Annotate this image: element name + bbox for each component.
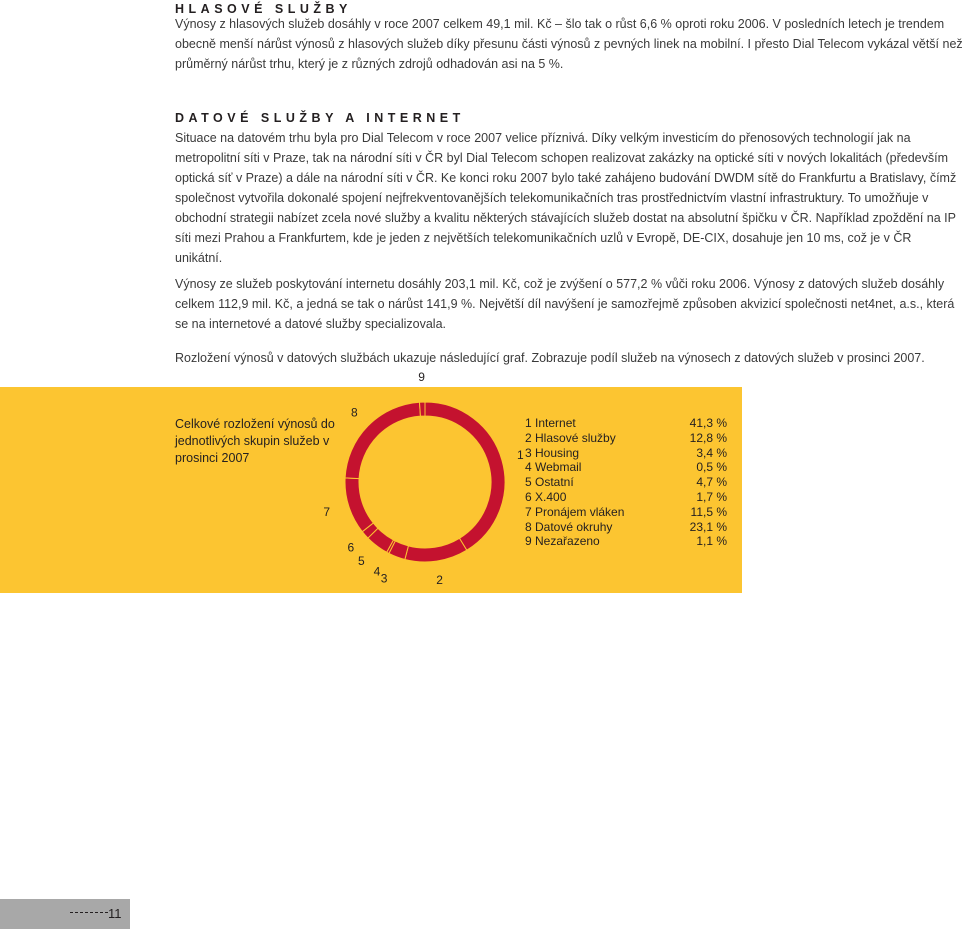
page-footer — [0, 899, 130, 929]
legend-item — [525, 490, 727, 505]
revenue-chart-panel — [0, 370, 742, 593]
legend-value: 12,8 % — [689, 430, 727, 445]
legend-item — [525, 416, 727, 431]
legend-value: 1,1 % — [696, 534, 727, 549]
page-number: 11 — [108, 906, 122, 921]
slice-label-1: 1 — [516, 448, 524, 463]
legend-value: 11,5 % — [690, 504, 727, 519]
data-text-3: Rozložení výnosů v datových službách ukazuje následující graf. Zobrazuje podíl služeb na výnosech z datových služeb v prosinci 2007. — [175, 351, 925, 365]
section-title-data: DATOVÉ SLUŽBY A INTERNET — [175, 111, 465, 125]
chart-title: Celkové rozložení výnosů do jednotlivých skupin služeb v prosinci 2007 — [175, 417, 335, 465]
legend-value: 0,5 % — [696, 460, 727, 475]
legend-item — [525, 520, 727, 535]
donut-slice-7 — [345, 478, 373, 532]
legend-label: 4 Webmail — [525, 460, 582, 475]
legend-label: 5 Ostatní — [525, 475, 574, 490]
legend-value: 41,3 % — [689, 416, 727, 430]
legend-item — [525, 431, 727, 446]
data-text-2: Výnosy ze služeb poskytování internetu dosáhly 203,1 mil. Kč, což je zvýšení o 577,2 % vůči roku 2006. Výnosy z datových služeb dosáhly celkem 112,9 mil. Kč, a jedná se tak o nárůst 141,9 %. Největší díl navýšení je samozřejmě způsoben akvizicí společnosti net4net, a.s., která se na internetové a datové služby specializovala. — [175, 277, 955, 331]
slice-label-5: 5 — [358, 554, 365, 569]
donut-slice-2 — [405, 538, 467, 562]
legend-label: 2 Hlasové služby — [525, 430, 616, 445]
legend-label: 3 Housing — [525, 445, 580, 460]
donut-slice-9 — [419, 402, 425, 416]
legend-label: 7 Pronájem vláken — [525, 504, 625, 519]
legend-label: 8 Datové okruhy — [525, 519, 613, 534]
section-title-voice: HLASOVÉ SLUŽBY — [175, 2, 352, 16]
slice-label-8: 8 — [351, 405, 358, 420]
voice-paragraph — [175, 14, 965, 74]
legend-item — [525, 534, 727, 549]
legend-item — [525, 460, 727, 475]
slice-label-7: 7 — [323, 505, 331, 520]
legend-item — [525, 505, 727, 520]
legend-item — [525, 446, 727, 461]
slice-label-9: 9 — [418, 370, 425, 385]
slice-label-4: 4 — [373, 564, 381, 579]
data-text-1: Situace na datovém trhu byla pro Dial Telecom v roce 2007 velice příznivá. Díky velkým investicím do přenosových technologií jak na metropolitní síti v Praze, tak na národní síti v ČR byl Dial Telecom schopen realizovat zakázky na optické síti v nových lokalitách (především optická síť v Praze) a dále na národní síti v ČR. Ke konci roku 2007 bylo také zahájeno budování DWDM sítě do Frankfurtu a Bratislavy, čímž společnost vytvořila dokonalé spojení nejfrekventovanějších telekomunikačních tras prostřednictvím vlastní infrastruktury. To umožňuje v obchodní strategii nabízet zcela nové služby a kvalitu některých stávajících služeb dostat na absolutní špičku v ČR. Například zpoždění na IP síti mezi Prahou a Frankfurtem, kde je jeden z největších telekomunikačních uzlů v Evropě, DE-CIX, dosahuje jen 10 ms, což je v ČR unikátní. — [175, 131, 957, 265]
footer-dash-line — [70, 912, 108, 913]
legend-label: 6 X.400 — [525, 489, 567, 504]
slice-label-2: 2 — [436, 572, 443, 587]
data-paragraph-3 — [175, 348, 965, 368]
legend-label: 1 Internet — [525, 416, 576, 430]
slice-label-3: 3 — [380, 571, 388, 586]
legend-value: 1,7 % — [696, 489, 727, 504]
legend-item — [525, 475, 727, 490]
legend-value: 4,7 % — [696, 475, 727, 490]
chart-legend — [525, 416, 727, 549]
slice-label-6: 6 — [347, 540, 355, 555]
legend-label: 9 Nezařazeno — [525, 534, 600, 549]
voice-text: Výnosy z hlasových služeb dosáhly v roce 2007 celkem 49,1 mil. Kč – šlo tak o růst 6,6 % oproti roku 2006. V posledních letech je trendem obecně menší nárůst výnosů z hlasových služeb díky přesunu části výnosů z pevných linek na mobilní. I přesto Dial Telecom vykázal větší než průměrný nárůst trhu, který je z různých zdrojů odhadován asi na 5 %. — [175, 17, 963, 71]
data-paragraph-2 — [175, 274, 965, 334]
donut-slice-1 — [425, 402, 505, 550]
legend-value: 3,4 % — [696, 445, 727, 460]
legend-value: 23,1 % — [689, 519, 727, 534]
data-paragraph-1 — [175, 128, 961, 268]
